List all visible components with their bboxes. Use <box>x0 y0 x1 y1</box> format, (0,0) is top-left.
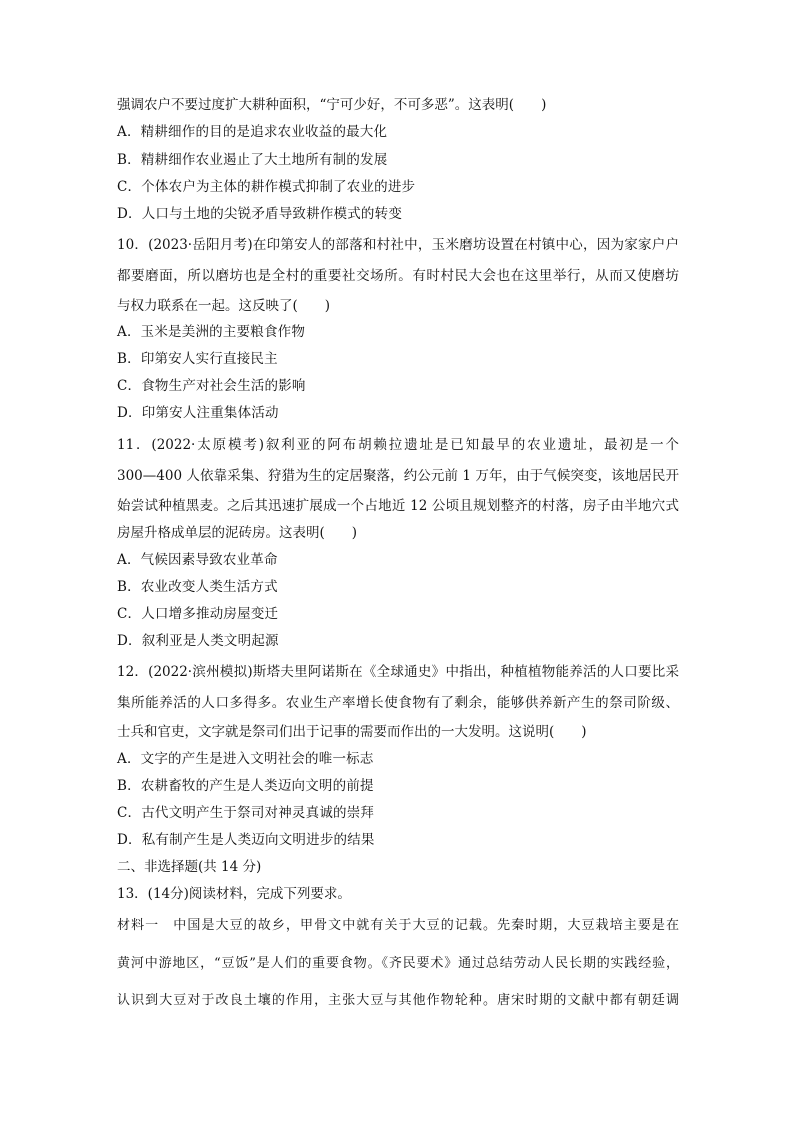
q12-stem-line-2: 集所能养活的人口多得多。农业生产率增长使食物有了剩余，能够供养新产生的祭司阶级、 <box>117 695 679 711</box>
q10-option-d: D．印第安人注重集体活动 <box>117 405 279 421</box>
q9-stem-tail: 强调农户不要过度扩大耕种面积，“宁可少好，不可多恶”。这表明( ) <box>117 97 547 113</box>
q9-option-a: A．精耕细作的目的是追求农业收益的最大化 <box>117 124 388 140</box>
q9-option-c: C．个体农户为主体的耕作模式抑制了农业的进步 <box>117 179 416 195</box>
material-1-line-3: 认识到大豆对于改良土壤的作用，主张大豆与其他作物轮种。唐宋时期的文献中都有朝廷调 <box>117 993 679 1008</box>
q11-stem-line-4: 房屋升格成单层的泥砖房。这表明( ) <box>117 525 358 541</box>
q12-stem-line-3: 士兵和官吏，文字就是祭司们出于记事的需要而作出的一大发明。这说明( ) <box>117 724 587 740</box>
q11-stem-line-1: 11．(2022·太原模考)叙利亚的阿布胡赖拉遗址是已知最早的农业遗址，最初是一个 <box>117 437 679 453</box>
material-1-line-2: 黄河中游地区，“豆饭”是人们的重要食物。《齐民要术》通过总结劳动人民长期的实践经验， <box>117 956 679 971</box>
q11-stem-line-3: 始尝试种植黑麦。之后其迅速扩展成一个占地近 12 公顷且规划整齐的村落，房子由半地穴式 <box>117 498 679 514</box>
q11-option-a: A．气候因素导致农业革命 <box>117 552 278 568</box>
q11-stem-line-2: 300—400 人依靠采集、狩猎为生的定居聚落，约公元前 1 万年，由于气候突变，该地居民开 <box>117 468 679 484</box>
section-heading: 二、非选择题(共 14 分) <box>117 859 262 875</box>
q9-option-d: D．人口与土地的尖锐矛盾导致耕作模式的转变 <box>117 206 403 222</box>
q11-option-c: C．人口增多推动房屋变迁 <box>117 606 279 622</box>
q9-option-b: B．精耕细作农业遏止了大土地所有制的发展 <box>117 152 388 168</box>
material-1-line-1: 材料一 中国是大豆的故乡，甲骨文中就有关于大豆的记载。先秦时期，大豆栽培主要是在 <box>117 918 679 933</box>
q12-option-d: D．私有制产生是人类迈向文明进步的结果 <box>117 832 375 848</box>
q10-option-c: C．食物生产对社会生活的影响 <box>117 378 306 394</box>
q13-stem: 13．(14分)阅读材料，完成下列要求。 <box>117 886 351 902</box>
q10-stem-line-2: 都要磨面，所以磨坊也是全村的重要社交场所。有时村民大会也在这里举行，从而又使磨坊 <box>117 268 679 284</box>
q10-stem-line-3: 与权力联系在一起。这反映了( ) <box>117 298 331 314</box>
q12-option-b: B．农耕畜牧的产生是人类迈向文明的前提 <box>117 778 374 794</box>
q12-option-c: C．古代文明产生于祭司对神灵真诚的崇拜 <box>117 805 375 821</box>
q11-option-b: B．农业改变人类生活方式 <box>117 579 278 595</box>
q12-option-a: A．文字的产生是进入文明社会的唯一标志 <box>117 751 374 767</box>
q11-option-d: D．叙利亚是人类文明起源 <box>117 633 279 649</box>
q10-option-a: A．玉米是美洲的主要粮食作物 <box>117 324 306 340</box>
q10-stem-line-1: 10．(2023·岳阳月考)在印第安人的部落和村社中，玉米磨坊设置在村镇中心，因为家家户户 <box>117 237 679 253</box>
q12-stem-line-1: 12．(2022·滨州模拟)斯塔夫里阿诺斯在《全球通史》中指出，种植植物能养活的人口要比采 <box>117 664 679 680</box>
q10-option-b: B．印第安人实行直接民主 <box>117 351 278 367</box>
